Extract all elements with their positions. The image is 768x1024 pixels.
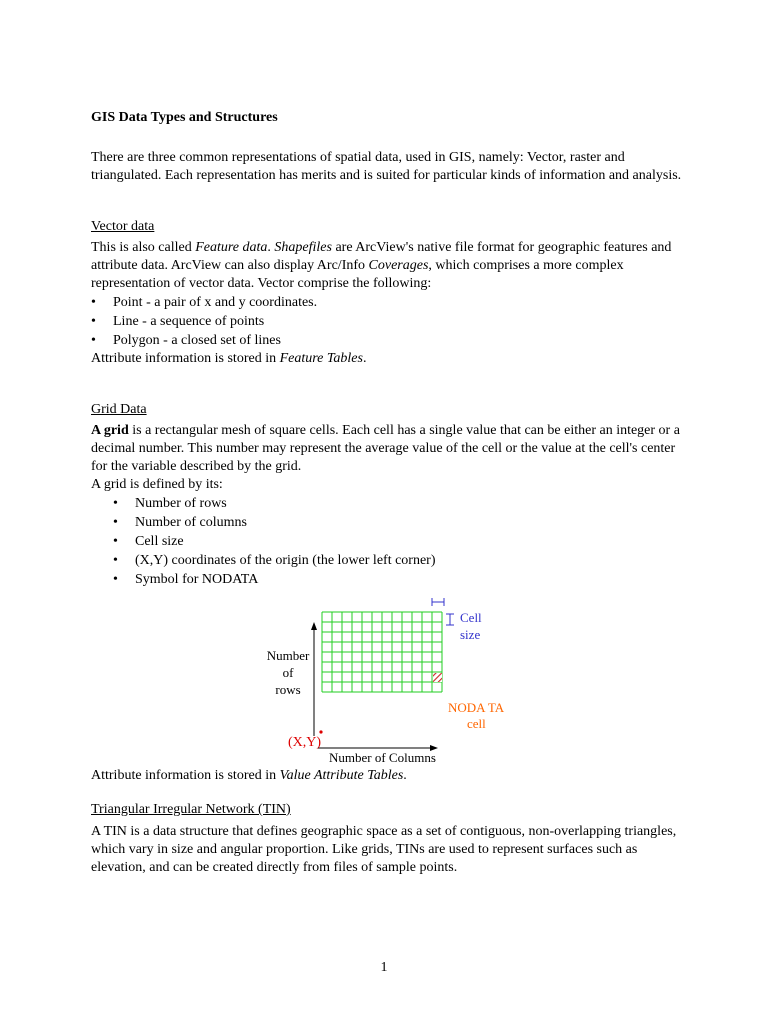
list-item: • Polygon - a closed set of lines — [91, 332, 691, 350]
vector-heading: Vector data — [91, 219, 155, 234]
list-item: • Number of columns — [91, 514, 691, 532]
text-run: . — [362, 351, 367, 366]
grid-paragraph — [91, 422, 691, 476]
italic-term: Shapefiles — [274, 240, 332, 255]
italic-term: Feature data — [195, 240, 268, 255]
text-run: are ArcView's native file format for geographic features and attribute data. ArcView can also display Arc/Info — [91, 240, 672, 273]
columns-label: Number of Columns — [329, 750, 436, 765]
cell-size-label-line1: Cell — [460, 610, 482, 625]
tin-heading: Triangular Irregular Network (TIN) — [91, 802, 291, 817]
list-item: • Cell size — [91, 533, 691, 551]
tin-paragraph: A TIN is a data structure that defines geographic space as a set of contiguous, non-overlapping triangles, which vary in size and angular proportion. Like grids, TINs are used to represent surfaces such as elevation, and can be created directly from files of sample points. — [91, 824, 677, 875]
vector-section — [91, 239, 691, 368]
list-item: • (X,Y) coordinates of the origin (the lower left corner) — [91, 552, 691, 570]
grid-defined-line: A grid is defined by its: — [91, 477, 223, 492]
grid-attribute-line — [91, 767, 691, 785]
rows-label-line1: Number — [266, 648, 310, 663]
vector-list — [91, 294, 691, 350]
grid-list — [91, 495, 691, 589]
rows-label-line3: rows — [275, 682, 301, 697]
italic-term: Coverages — [368, 258, 429, 273]
italic-term: Feature Tables — [279, 351, 363, 366]
page-number: 1 — [380, 960, 388, 975]
rows-label-line2: of — [282, 665, 294, 680]
bold-term: A grid — [91, 423, 129, 438]
nodata-cell — [433, 673, 442, 682]
vector-attribute-line — [91, 350, 691, 368]
italic-term: Value Attribute Tables — [279, 768, 404, 783]
text-run: . — [403, 768, 407, 783]
text-run: is a rectangular mesh of square cells. Each cell has a single value that can be either an integer or a decimal number. This number may represent the average value of the cell or the value at the cell's center for the variable described by the grid. — [91, 423, 680, 474]
grid-cells — [322, 612, 442, 692]
text-run: Attribute information is stored in — [91, 351, 280, 366]
list-item: • Line - a sequence of points — [91, 313, 691, 331]
text-run: . — [267, 240, 275, 255]
text-run: This is also called — [91, 240, 196, 255]
cell-size-label-line2: size — [460, 627, 481, 642]
list-item: • Number of rows — [91, 495, 691, 513]
grid-section — [91, 422, 691, 589]
rows-axis-arrowhead — [311, 622, 317, 630]
origin-label: (X,Y) — [288, 735, 322, 750]
list-item: • Symbol for NODATA — [91, 571, 691, 589]
text-run: , which comprises a more complex representation of vector data. Vector comprise the following: — [91, 258, 624, 291]
document-title: GIS Data Types and Structures — [91, 110, 278, 125]
nodata-label-line2: cell — [467, 716, 486, 731]
vector-paragraph — [91, 239, 691, 293]
nodata-label-line1: NODA TA — [448, 700, 505, 715]
grid-diagram-svg — [260, 588, 508, 768]
origin-marker — [319, 730, 322, 733]
list-item: • Point - a pair of x and y coordinates. — [91, 294, 691, 312]
text-run: Attribute information is stored in — [91, 768, 280, 783]
grid-heading: Grid Data — [91, 402, 147, 417]
intro-paragraph: There are three common representations of spatial data, used in GIS, namely: Vector, raster and triangulated. Each representation has merits and is suited for particular kinds of information and analysis. — [91, 150, 682, 183]
grid-diagram — [260, 588, 508, 768]
